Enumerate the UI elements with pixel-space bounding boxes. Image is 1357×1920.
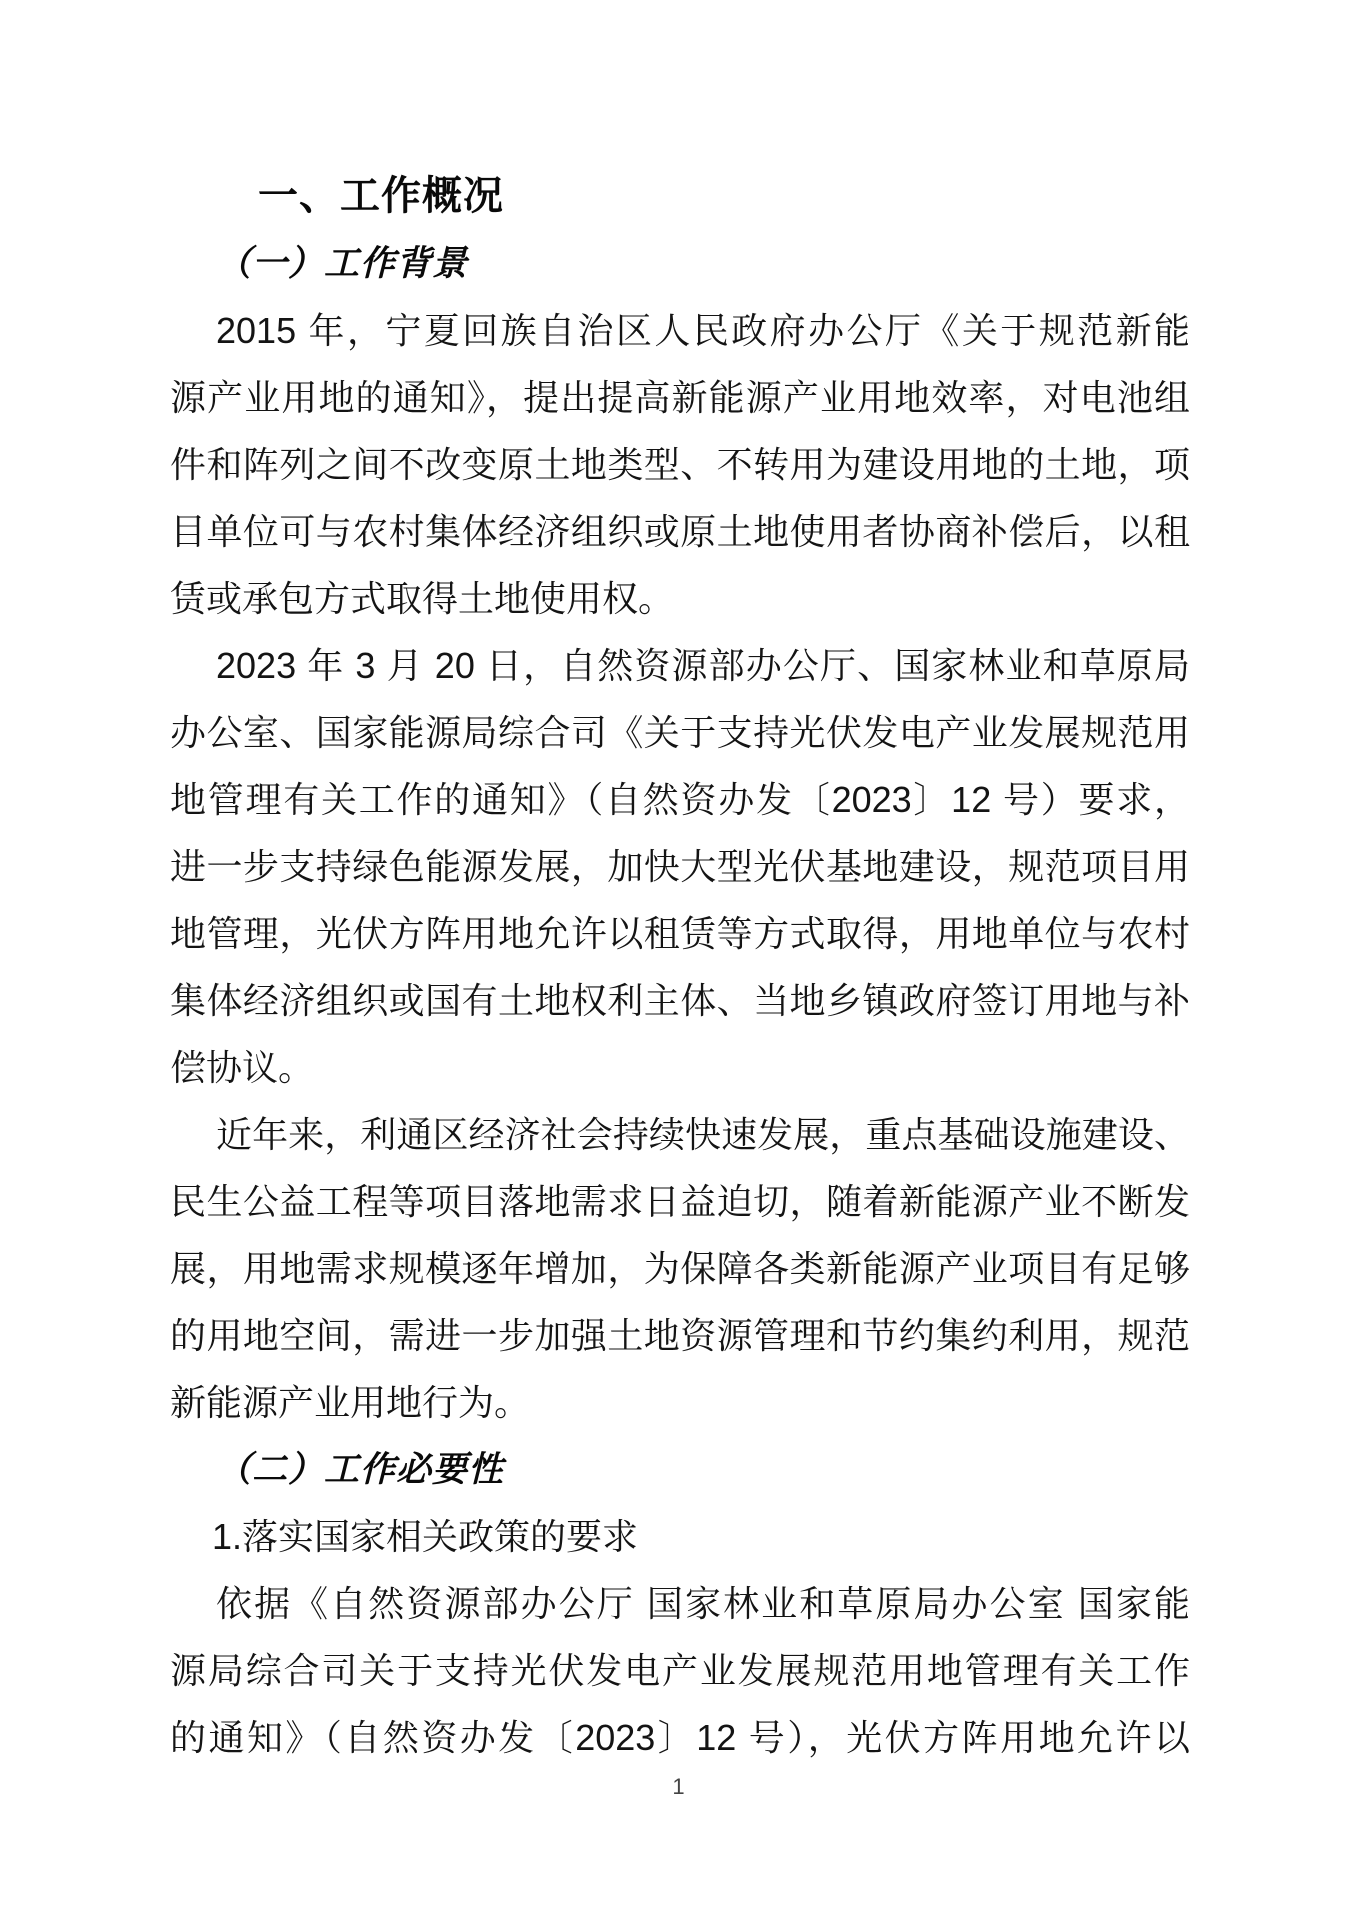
paragraph-3	[170, 1101, 1190, 1436]
paragraph-4	[170, 1570, 1190, 1771]
paragraph-line: 的用地空间，需进一步加强土地资源管理和节约集约利用，规范	[170, 1315, 1190, 1356]
numbered-item-title: 1.落实国家相关政策的要求	[212, 1516, 639, 1557]
paragraph-line: 进一步支持绿色能源发展，加快大型光伏基地建设，规范项目用	[170, 846, 1190, 887]
paragraph-line: 2023 年 3 月 20 日，自然资源部办公厅、国家林业和草原局	[216, 645, 1190, 686]
paragraph-line: 新能源产业用地行为。	[170, 1382, 531, 1423]
document-content	[170, 163, 1190, 1771]
page-number: 1	[672, 1774, 685, 1799]
paragraph-line: 展，用地需求规模逐年增加，为保障各类新能源产业项目有足够	[170, 1248, 1190, 1289]
paragraph-line: 集体经济组织或国有土地权利主体、当地乡镇政府签订用地与补	[170, 980, 1190, 1021]
paragraph-line: 的通知》（自然资办发〔2023〕12 号），光伏方阵用地允许以	[170, 1717, 1190, 1758]
paragraph-line: 民生公益工程等项目落地需求日益迫切，随着新能源产业不断发	[170, 1181, 1190, 1222]
paragraph-line: 地管理，光伏方阵用地允许以租赁等方式取得，用地单位与农村	[170, 913, 1190, 954]
paragraph-line: 偿协议。	[170, 1047, 315, 1088]
paragraph-line: 依据《自然资源部办公厅 国家林业和草原局办公室 国家能	[216, 1583, 1190, 1624]
paragraph-2	[170, 632, 1190, 1101]
paragraph-line: 2015 年，宁夏回族自治区人民政府办公厅《关于规范新能	[216, 310, 1190, 351]
section-heading: 一、工作概况	[258, 174, 504, 218]
paragraph-line: 地管理有关工作的通知》（自然资办发〔2023〕12 号）要求，	[170, 779, 1190, 820]
paragraph-1	[170, 297, 1190, 632]
paragraph-line: 办公室、国家能源局综合司《关于支持光伏发电产业发展规范用	[170, 712, 1190, 753]
paragraph-line: 源产业用地的通知》，提出提高新能源产业用地效率，对电池组	[170, 377, 1190, 418]
subsection-title-background: （一）工作背景	[216, 244, 469, 283]
subsection-title-necessity: （二）工作必要性	[216, 1450, 505, 1489]
paragraph-line: 赁或承包方式取得土地使用权。	[170, 578, 675, 619]
paragraph-line: 目单位可与农村集体经济组织或原土地使用者协商补偿后，以租	[170, 511, 1190, 552]
paragraph-line: 源局综合司关于支持光伏发电产业发展规范用地管理有关工作	[170, 1650, 1190, 1691]
paragraph-line: 近年来，利通区经济社会持续快速发展，重点基础设施建设、	[216, 1114, 1190, 1155]
paragraph-line: 件和阵列之间不改变原土地类型、不转用为建设用地的土地，项	[170, 444, 1190, 485]
